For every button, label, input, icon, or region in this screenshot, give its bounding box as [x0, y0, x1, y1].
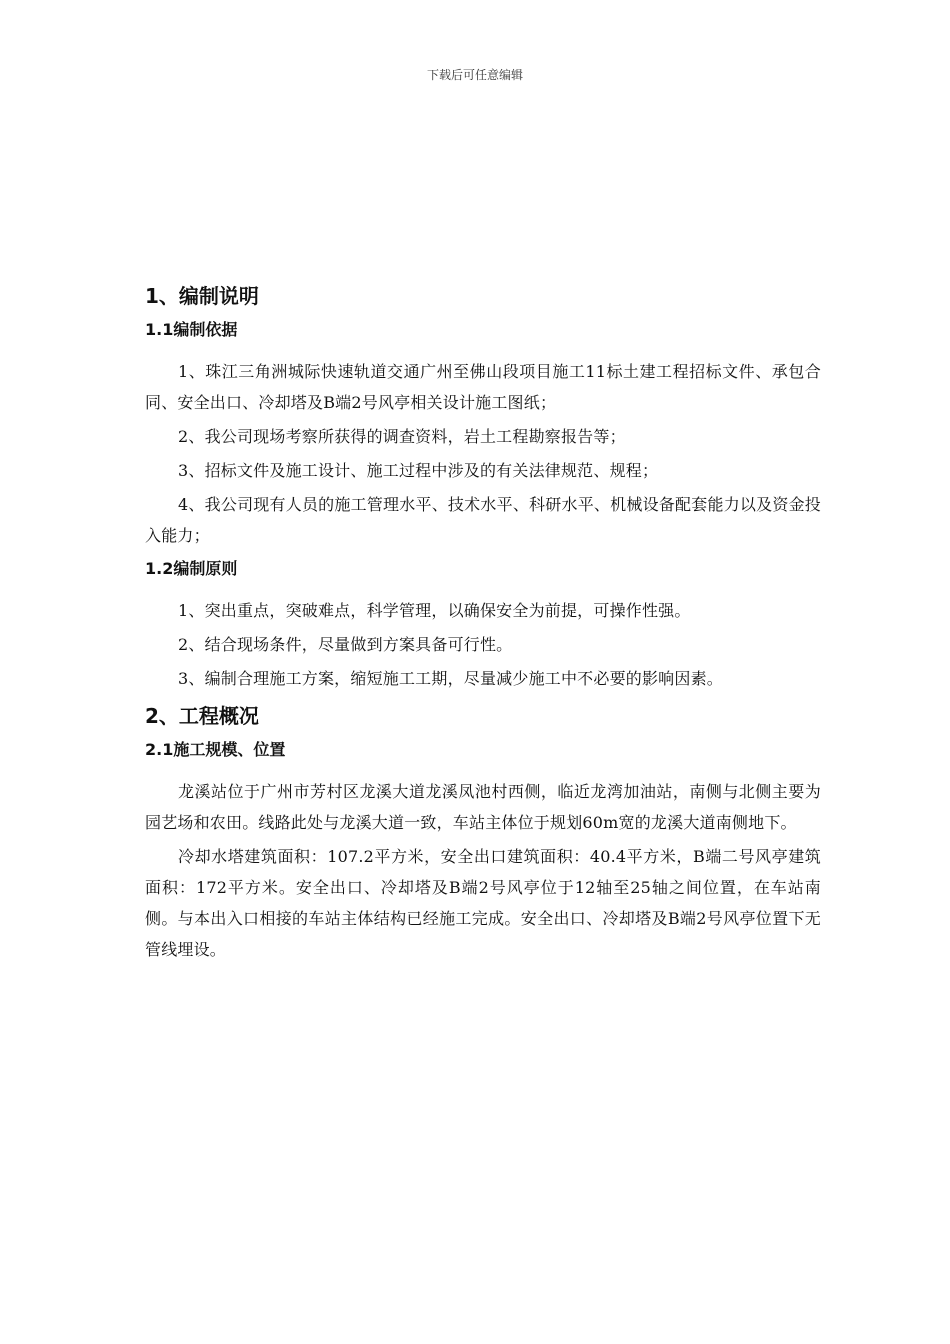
paragraph: 2、结合现场条件，尽量做到方案具备可行性。	[178, 635, 513, 654]
page-header: 下载后可任意编辑	[426, 68, 523, 82]
paragraph: 1、珠江三角洲城际快速轨道交通广州至佛山段项目施工11标土建工程招标文件、承包合同、安全出口、冷却塔及B端2号风亭相关设计施工图纸；	[145, 362, 821, 412]
paragraph: 1、突出重点，突破难点，科学管理，以确保安全为前提，可操作性强。	[178, 601, 691, 620]
section-2-title: 2、工程概况	[145, 704, 259, 728]
paragraph: 3、招标文件及施工设计、施工过程中涉及的有关法律规范、规程；	[178, 461, 659, 480]
paragraph: 4、我公司现有人员的施工管理水平、技术水平、科研水平、机械设备配套能力以及资金投入能力；	[145, 495, 821, 545]
document-body	[145, 280, 821, 968]
section-1-title: 1、编制说明	[145, 284, 259, 308]
section-1-1-title: 1.1编制依据	[145, 320, 238, 339]
section-1-2-title: 1.2编制原则	[145, 559, 238, 578]
section-2-1-title: 2.1施工规模、位置	[145, 740, 286, 759]
paragraph: 3、编制合理施工方案，缩短施工工期，尽量减少施工中不必要的影响因素。	[178, 669, 723, 688]
paragraph: 冷却水塔建筑面积：107.2平方米，安全出口建筑面积：40.4平方米，B端二号风亭建筑面积：172平方米。安全出口、冷却塔及B端2号风亭位于12轴至25轴之间位置，在车站南侧。与本出入口相接的车站主体结构已经施工完成。安全出口、冷却塔及B端2号风亭位置下无管线埋设。	[145, 847, 821, 959]
paragraph: 2、我公司现场考察所获得的调查资料，岩土工程勘察报告等；	[178, 427, 626, 446]
paragraph: 龙溪站位于广州市芳村区龙溪大道龙溪凤池村西侧，临近龙湾加油站，南侧与北侧主要为园艺场和农田。线路此处与龙溪大道一致，车站主体位于规划60m宽的龙溪大道南侧地下。	[145, 782, 821, 832]
